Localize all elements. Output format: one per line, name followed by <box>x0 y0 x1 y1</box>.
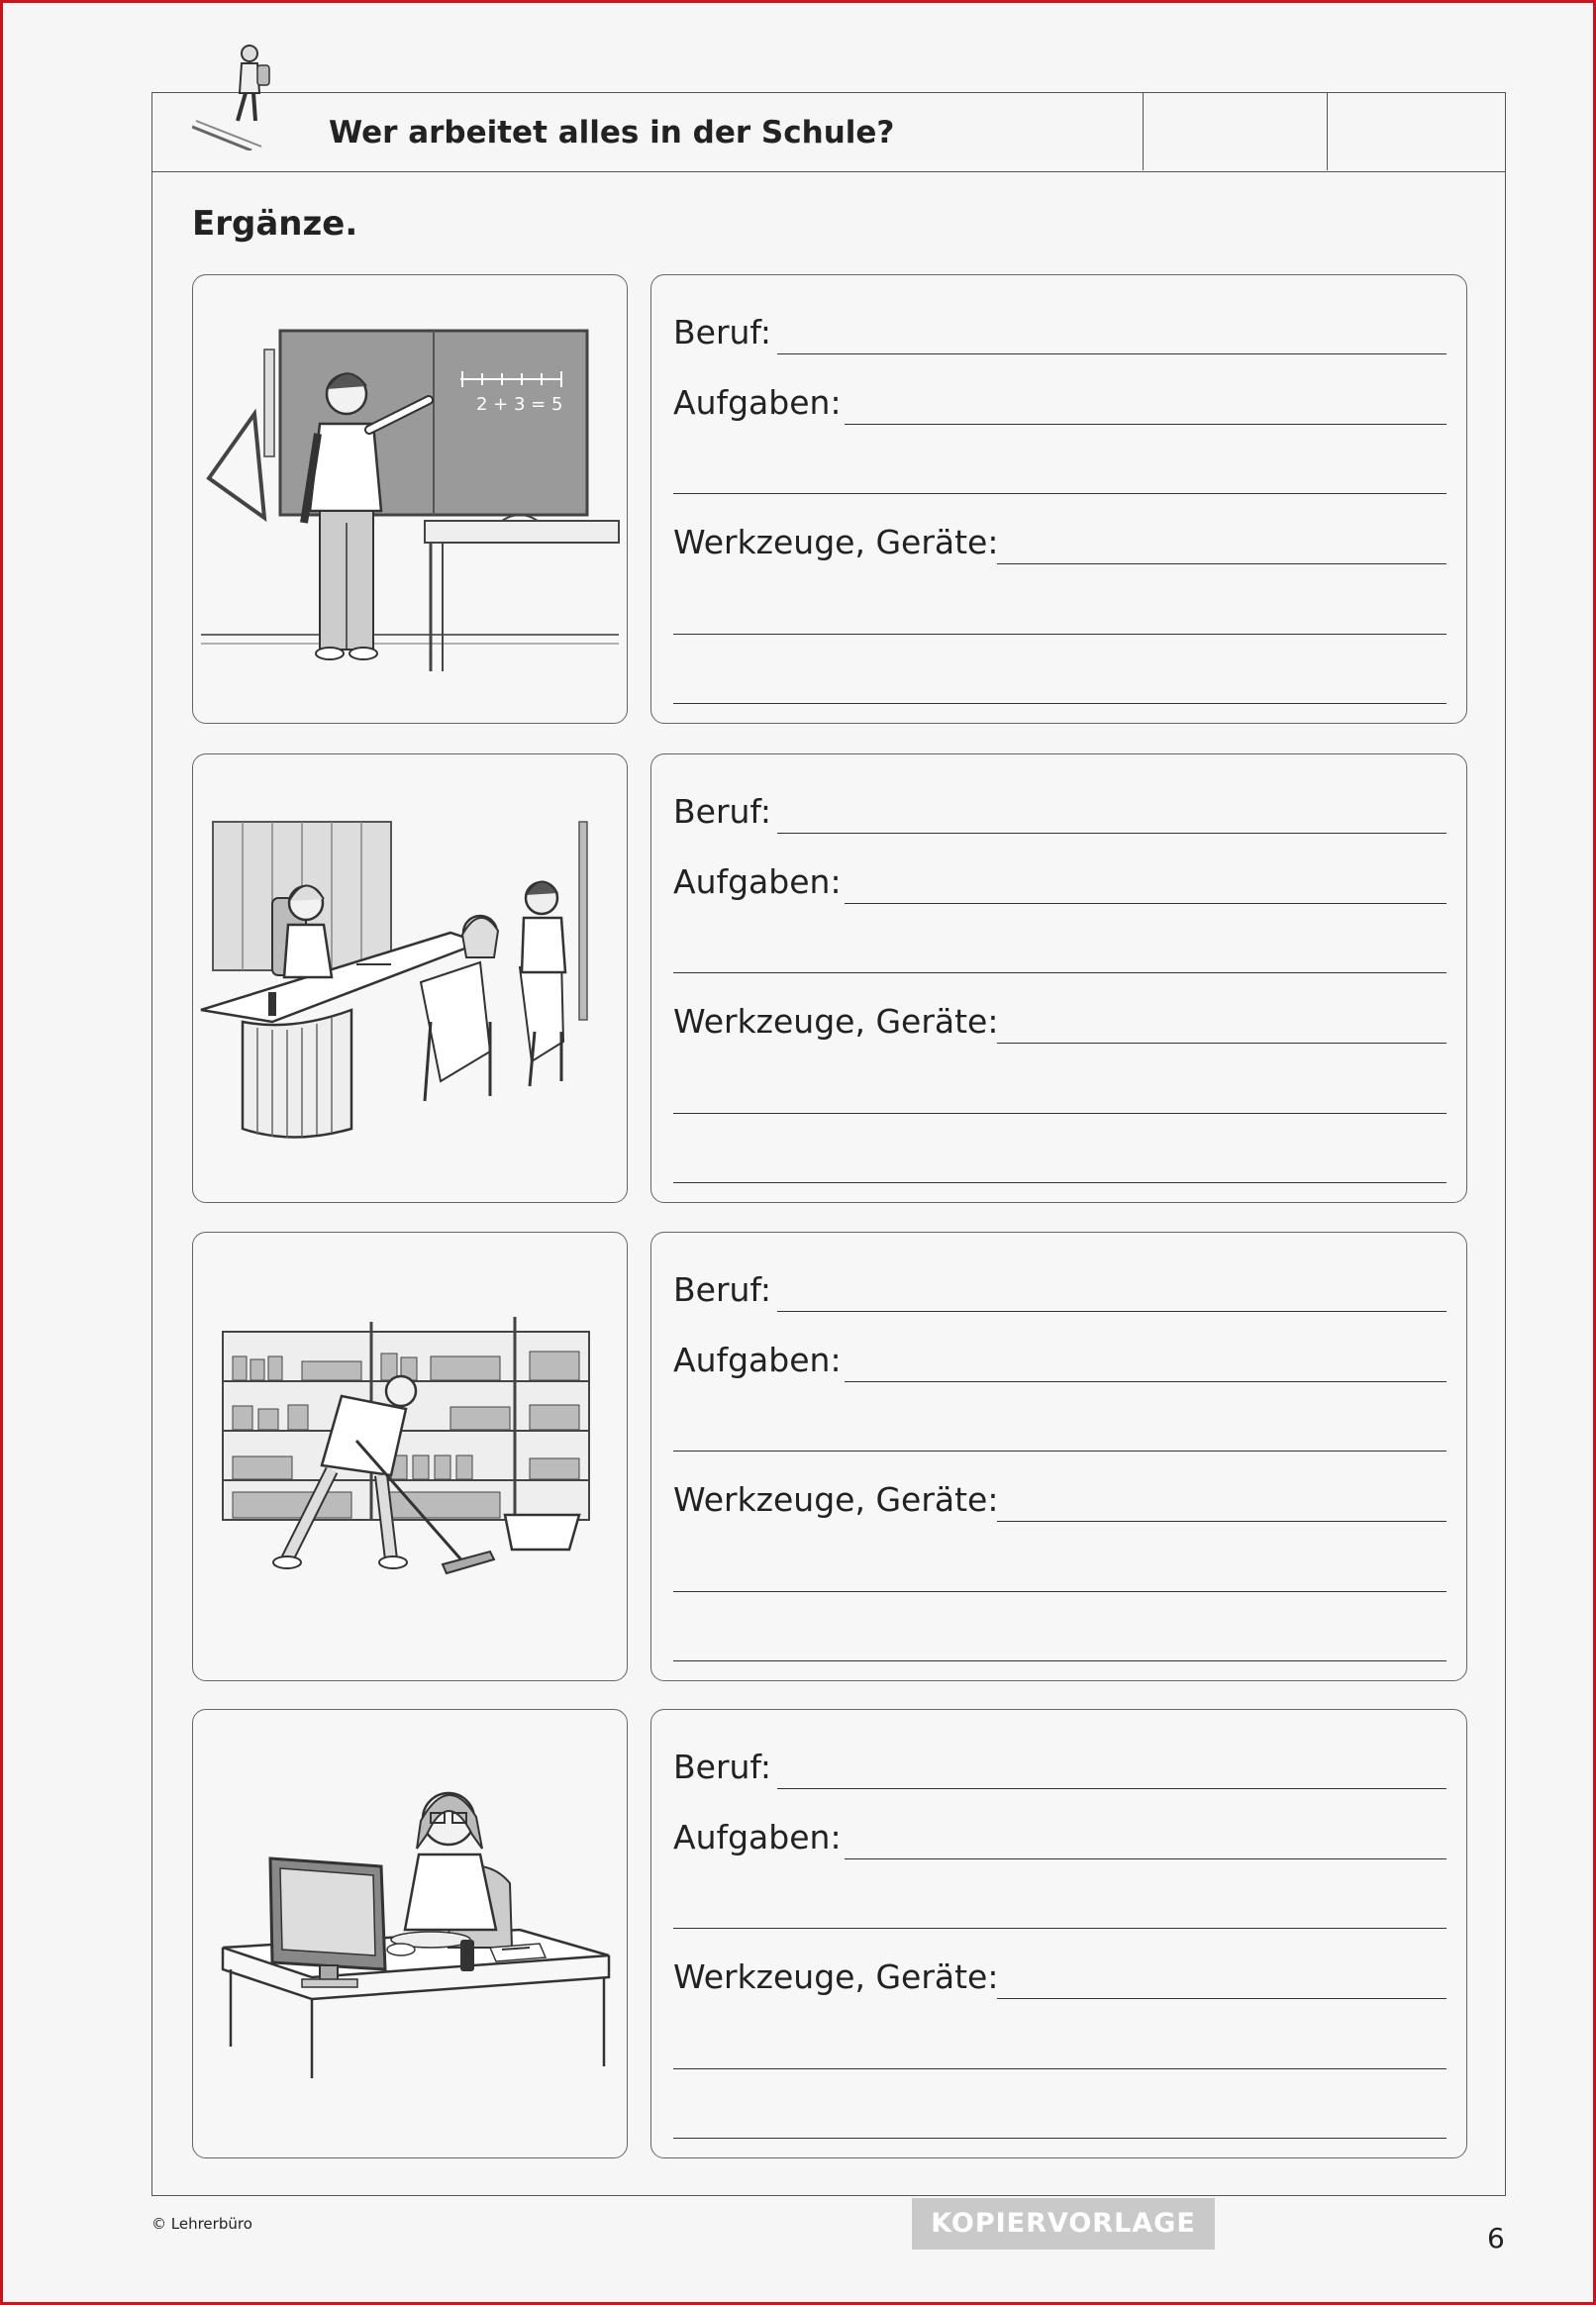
aufgaben-label: Aufgaben: <box>673 1341 842 1379</box>
aufgaben-line-2[interactable] <box>673 1451 1446 1452</box>
werkzeuge-line-2[interactable] <box>673 1113 1446 1114</box>
werkzeuge-line[interactable] <box>997 1043 1446 1044</box>
aufgaben-label: Aufgaben: <box>673 383 842 422</box>
werkzeuge-line-2[interactable] <box>673 2068 1446 2069</box>
werkzeuge-line-3[interactable] <box>673 703 1446 704</box>
beruf-label: Beruf: <box>673 1270 771 1309</box>
page-title: Wer arbeitet alles in der Schule? <box>329 115 895 150</box>
header-box-2 <box>1327 93 1506 170</box>
aufgaben-label: Aufgaben: <box>673 862 842 901</box>
aufgaben-line[interactable] <box>845 903 1446 904</box>
answer-card-4 <box>650 1709 1467 2158</box>
werkzeuge-line-2[interactable] <box>673 634 1446 635</box>
werkzeuge-line-2[interactable] <box>673 1591 1446 1592</box>
beruf-line[interactable] <box>777 833 1446 834</box>
werkzeuge-line-3[interactable] <box>673 1182 1446 1183</box>
werkzeuge-label: Werkzeuge, Geräte: <box>673 1002 999 1041</box>
instruction-text: Ergänze. <box>192 204 358 244</box>
werkzeuge-line[interactable] <box>997 1521 1446 1522</box>
aufgaben-line[interactable] <box>845 1381 1446 1382</box>
illustration-card-4 <box>192 1709 628 2158</box>
answer-card-1 <box>650 274 1467 724</box>
illustration-card-2 <box>192 753 628 1203</box>
werkzeuge-line-3[interactable] <box>673 1660 1446 1661</box>
copyright-text: © Lehrerbüro <box>151 2215 252 2233</box>
office-worker-illustration <box>193 1710 629 2159</box>
hiking-girl-icon <box>192 42 301 150</box>
kopiervorlage-stamp: KOPIERVORLAGE <box>912 2198 1215 2250</box>
aufgaben-line[interactable] <box>845 424 1446 425</box>
aufgaben-line-2[interactable] <box>673 1928 1446 1929</box>
teacher-illustration <box>193 275 629 725</box>
aufgaben-label: Aufgaben: <box>673 1818 842 1856</box>
answer-card-2 <box>650 753 1467 1203</box>
beruf-line[interactable] <box>777 353 1446 354</box>
aufgaben-line[interactable] <box>845 1858 1446 1859</box>
werkzeuge-label: Werkzeuge, Geräte: <box>673 1957 999 1996</box>
werkzeuge-line-3[interactable] <box>673 2138 1446 2139</box>
werkzeuge-label: Werkzeuge, Geräte: <box>673 1480 999 1519</box>
board-text: 2 + 3 = 5 <box>476 394 563 415</box>
beruf-label: Beruf: <box>673 792 771 831</box>
secretary-illustration <box>193 754 629 1204</box>
worksheet-header <box>152 93 1505 172</box>
illustration-card-3 <box>192 1232 628 1681</box>
janitor-illustration <box>193 1233 629 1682</box>
worksheet <box>151 92 1506 2196</box>
beruf-label: Beruf: <box>673 313 771 351</box>
aufgaben-line-2[interactable] <box>673 493 1446 494</box>
aufgaben-line-2[interactable] <box>673 972 1446 973</box>
illustration-card-1 <box>192 274 628 724</box>
beruf-line[interactable] <box>777 1311 1446 1312</box>
werkzeuge-line[interactable] <box>997 563 1446 564</box>
werkzeuge-label: Werkzeuge, Geräte: <box>673 523 999 561</box>
beruf-line[interactable] <box>777 1788 1446 1789</box>
page-number: 6 <box>1487 2222 1505 2255</box>
werkzeuge-line[interactable] <box>997 1998 1446 1999</box>
header-box-1 <box>1143 93 1328 170</box>
beruf-label: Beruf: <box>673 1748 771 1786</box>
answer-card-3 <box>650 1232 1467 1681</box>
